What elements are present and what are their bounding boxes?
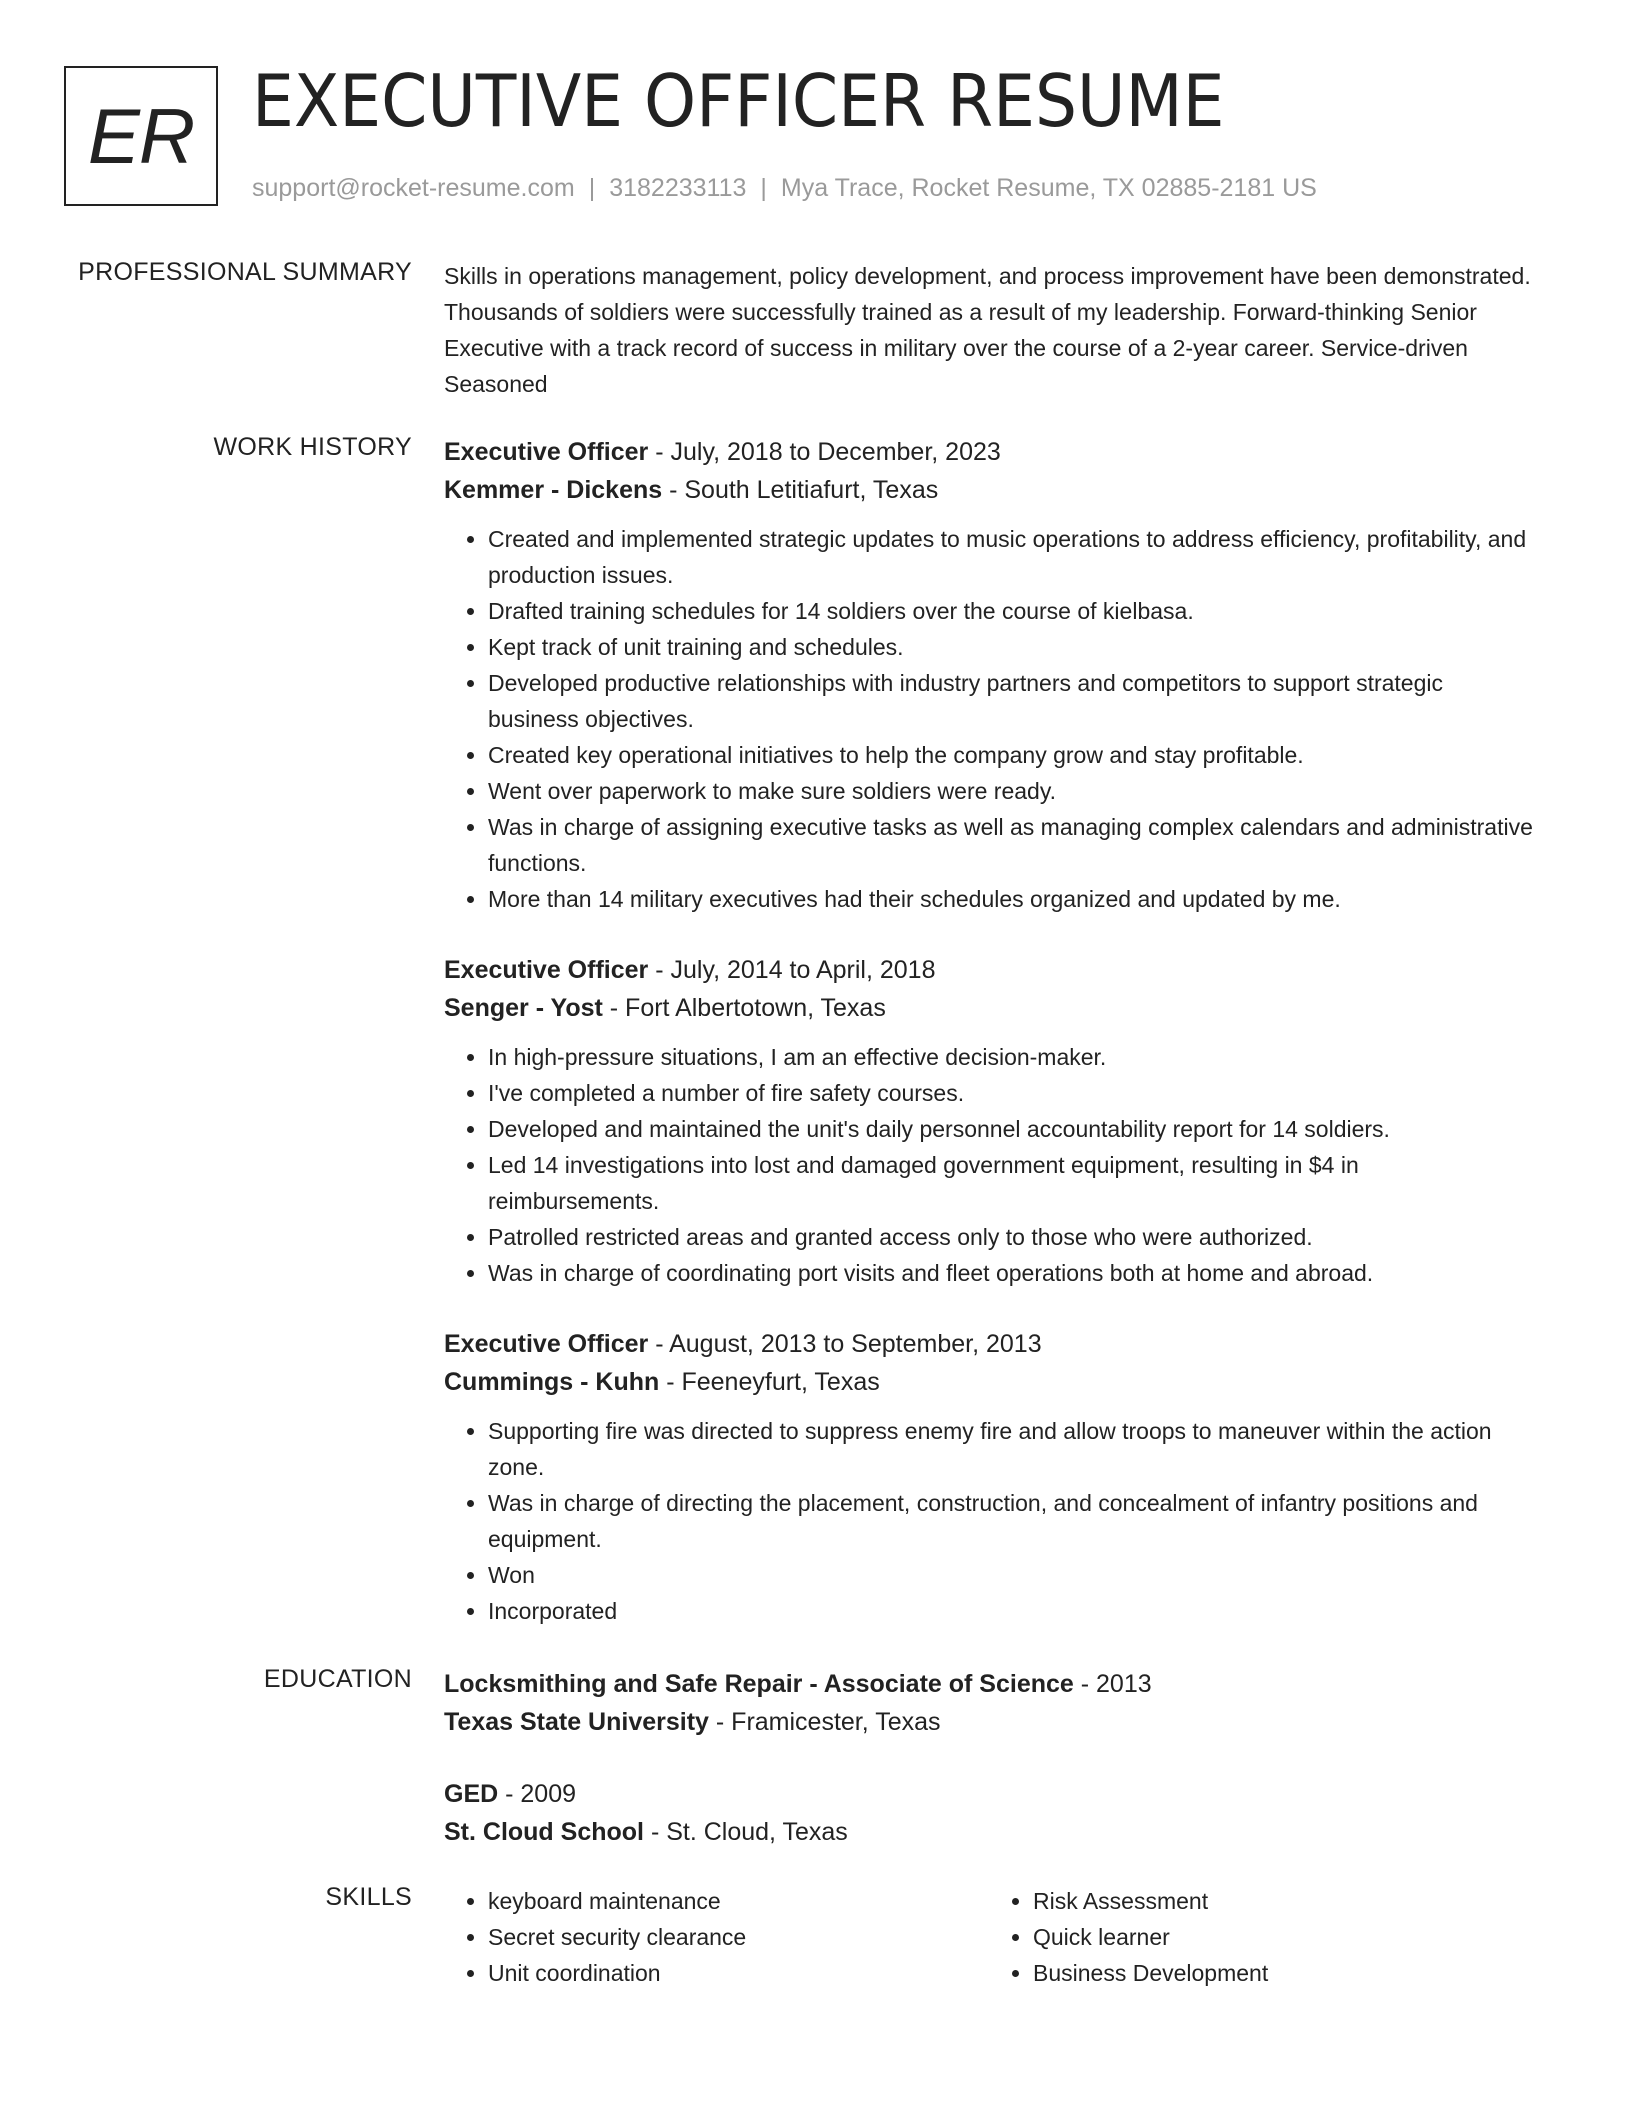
education-school: St. Cloud School	[444, 1818, 644, 1846]
monogram-box	[64, 66, 218, 206]
work-history-label: WORK HISTORY	[213, 433, 412, 461]
skill-item: • Quick learner	[1033, 1919, 1534, 1955]
job-title-line	[444, 1325, 1534, 1363]
job-company-line	[444, 471, 1534, 509]
education-school-line	[444, 1703, 1534, 1741]
job-bullet: • More than 14 military executives had their schedules organized and updated by me.	[488, 881, 1534, 917]
contact-line	[252, 174, 1317, 203]
skills-column-left	[444, 1883, 989, 1991]
education-year: - 2009	[498, 1780, 577, 1808]
job-bullet: • Led 14 investigations into lost and damaged government equipment, resulting in $4 in reimbursements.	[488, 1147, 1534, 1219]
resume-title: EXECUTIVE OFFICER RESUME	[252, 59, 1225, 143]
job-bullet: • Created and implemented strategic updates to music operations to address efficiency, profitability, and production issues.	[488, 521, 1534, 593]
job-bullet: • Incorporated	[488, 1593, 1534, 1629]
job-bullet: • Was in charge of directing the placement, construction, and concealment of infantry positions and equipment.	[488, 1485, 1534, 1557]
job-bullets	[444, 521, 1534, 917]
job-bullet: • Went over paperwork to make sure soldiers were ready.	[488, 773, 1534, 809]
job-company-line	[444, 989, 1534, 1027]
skill-item: • Risk Assessment	[1033, 1883, 1534, 1919]
job-dates: - August, 2013 to September, 2013	[648, 1330, 1042, 1358]
job-title-line	[444, 433, 1534, 471]
job-dates: - July, 2014 to April, 2018	[648, 956, 936, 984]
skills-column-right	[989, 1883, 1534, 1991]
job-bullet: • Patrolled restricted areas and granted access only to those who were authorized.	[488, 1219, 1534, 1255]
skill-item: • Business Development	[1033, 1955, 1534, 1991]
education-degree: Locksmithing and Safe Repair - Associate of Science	[444, 1670, 1074, 1698]
job-entry	[444, 1325, 1534, 1629]
monogram-text: ER	[87, 91, 195, 180]
job-bullets	[444, 1039, 1534, 1291]
skills-label: SKILLS	[325, 1883, 412, 1911]
education-degree-line	[444, 1775, 1534, 1813]
education-entry	[444, 1775, 1534, 1851]
education-degree: GED	[444, 1780, 499, 1808]
skill-item: • Unit coordination	[488, 1955, 989, 1991]
education-school-line	[444, 1813, 1534, 1851]
job-location: - South Letitiafurt, Texas	[662, 476, 939, 504]
skills-grid	[444, 1883, 1534, 1991]
job-bullet: • Supporting fire was directed to suppress enemy fire and allow troops to maneuver within the action zone.	[488, 1413, 1534, 1485]
job-bullet: • Created key operational initiatives to help the company grow and stay profitable.	[488, 737, 1534, 773]
job-title-line	[444, 951, 1534, 989]
education-year: - 2013	[1073, 1670, 1152, 1698]
job-company: Senger - Yost	[444, 994, 603, 1022]
job-bullet: • Won	[488, 1557, 1534, 1593]
summary-label: PROFESSIONAL SUMMARY	[78, 258, 412, 286]
job-bullet: • Was in charge of coordinating port visits and fleet operations both at home and abroad.	[488, 1255, 1534, 1291]
job-dates: - July, 2018 to December, 2023	[648, 438, 1001, 466]
skill-item: • Secret security clearance	[488, 1919, 989, 1955]
skill-item: • keyboard maintenance	[488, 1883, 989, 1919]
job-entry	[444, 951, 1534, 1291]
job-company-line	[444, 1363, 1534, 1401]
education-label: EDUCATION	[263, 1665, 412, 1693]
contact-address: Mya Trace, Rocket Resume, TX 02885-2181 US	[780, 174, 1317, 202]
job-bullet: • Developed and maintained the unit's daily personnel accountability report for 14 soldiers.	[488, 1111, 1534, 1147]
job-location: - Feeneyfurt, Texas	[659, 1368, 880, 1396]
education-entry	[444, 1665, 1534, 1741]
job-entry	[444, 433, 1534, 917]
job-bullet: • I've completed a number of fire safety courses.	[488, 1075, 1534, 1111]
job-bullet: • Drafted training schedules for 14 soldiers over the course of kielbasa.	[488, 593, 1534, 629]
job-bullets	[444, 1413, 1534, 1629]
education-location: - St. Cloud, Texas	[644, 1818, 848, 1846]
contact-separator: |	[760, 174, 767, 202]
job-bullet: • In high-pressure situations, I am an effective decision-maker.	[488, 1039, 1534, 1075]
contact-separator: |	[588, 174, 596, 202]
contact-phone: 3182233113	[609, 174, 747, 202]
education-degree-line	[444, 1665, 1534, 1703]
education-school: Texas State University	[444, 1708, 709, 1736]
job-bullet: • Developed productive relationships with industry partners and competitors to support strategic business objectives.	[488, 665, 1534, 737]
job-location: - Fort Albertotown, Texas	[602, 994, 886, 1022]
job-title: Executive Officer	[444, 956, 649, 984]
job-title: Executive Officer	[444, 1330, 649, 1358]
education-location: - Framicester, Texas	[708, 1708, 941, 1736]
job-bullet: • Kept track of unit training and schedules.	[488, 629, 1534, 665]
job-company: Cummings - Kuhn	[444, 1368, 660, 1396]
job-company: Kemmer - Dickens	[444, 476, 663, 504]
job-title: Executive Officer	[444, 438, 649, 466]
contact-email: support@rocket-resume.com	[252, 174, 575, 202]
job-bullet: • Was in charge of assigning executive tasks as well as managing complex calendars and administrative functions.	[488, 809, 1534, 881]
summary-text: Skills in operations management, policy development, and process improvement have been demonstrated. Thousands of soldiers were successfully trained as a result of my leadership. Forward-thinking Senior Executive with a track record of success in military over the course of a 2-year career. Service-driven Seasoned	[444, 263, 1531, 397]
